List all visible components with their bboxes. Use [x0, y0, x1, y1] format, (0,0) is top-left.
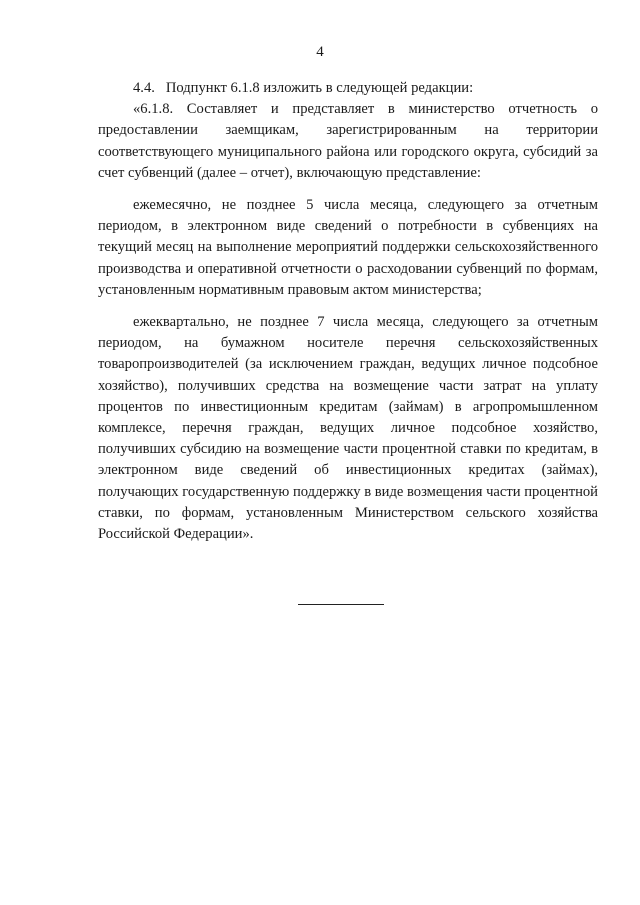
monthly-reporting-paragraph: ежемесячно, не позднее 5 числа месяца, следующего за отчетным периодом, в электронном виде сведений о потребности в субвенциях на текущий месяц на выполнение мероприятий поддержки сельскохозяйственного производства и оперативной отчетности о расходовании субвенций по формам, установленным нормативным правовым актом министерства;	[98, 197, 598, 298]
quarterly-reporting-paragraph: ежеквартально, не позднее 7 числа месяца, следующего за отчетным периодом, на бумажном носителе перечня сельскохозяйственных товаропроизводителей (за исключением граждан, ведущих личное подсобное хозяйство), получивших средства на возмещение части затрат на уплату процентов по инвестиционным кредитам (займам) в агропромышленном комплексе, перечня граждан, ведущих личное подсобное хозяйство, получивших субсидию на возмещение части процентной ставки по кредитам, в электронном виде сведений об инвестиционных кредитах (займах), получающих государственную поддержку в виде возмещения части процентной ставки, по формам, установленным Министерством сельского хозяйства Российской Федерации».	[98, 314, 598, 543]
end-of-text-rule	[298, 604, 384, 605]
amendment-text-intro: «6.1.8. Составляет и представляет в министерство отчетность о предоставлении заемщикам, зарегистрированным на территории соответствующего муниципального района или городского округа, субсидий за счет субвенций (далее – отчет), включающую представление:	[98, 101, 598, 181]
page-number: 4	[316, 44, 324, 60]
document-body	[98, 78, 598, 545]
amendment-heading: 4.4. Подпункт 6.1.8 изложить в следующей редакции:	[133, 80, 474, 96]
